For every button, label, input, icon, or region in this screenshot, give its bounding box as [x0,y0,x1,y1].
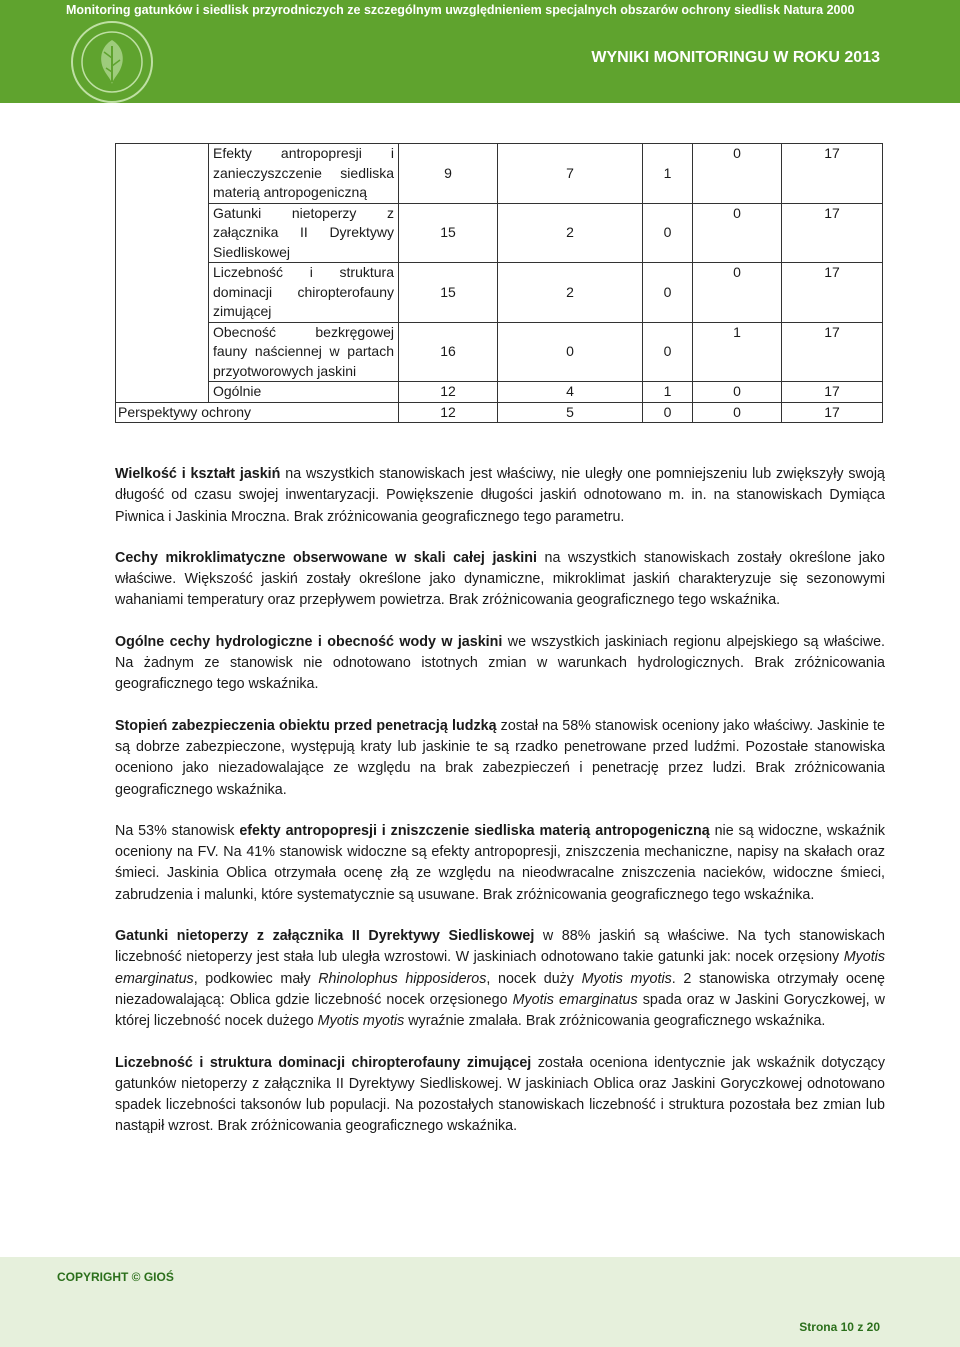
table-row-overall [116,382,883,403]
row-label: Obecność bezkręgowej fauny naściennej w partach przyotworowych jaskini [209,322,399,382]
row-label: Efekty antropopresji i zanieczyszczenie siedliska materią antropogeniczną [209,144,399,204]
header-title: Monitoring gatunków i siedlisk przyrodniczych ze szczególnym uwzględnieniem specjalnych obszarów ochrony siedlisk Natura 2000 [66,3,855,17]
paragraph: Stopień zabezpieczenia obiektu przed penetracją ludzką został na 58% stanowisk oceniony jako właściwy. Jaskinie te są dobrze zabezpieczone, występują kraty lub jaskinie te są rzadko penetrowane przed ludźmi. Pozostałe stanowiska oceniono jako niezadowalające ze względu na brak zabezpieczeń i penetrację przez ludzi. Brak zróżnicowania geograficznego wskaźnika. [115,717,885,798]
cell-value: 2 [498,203,643,263]
cell-value: 0 [643,402,693,423]
page-header [0,0,960,103]
copyright: COPYRIGHT © GIOŚ [57,1270,174,1284]
cell-value: 12 [399,382,498,403]
cell-value: 16 [399,322,498,382]
paragraph: Na 53% stanowisk efekty antropopresji i zniszczenie siedliska materią antropogeniczną nie są widoczne, wskaźnik oceniony na FV. Na 41% stanowisk widoczne są efekty antropopresji, zniszczenia mechaniczne, napisy na skałach oraz śmieci. Jaskinia Oblica otrzymała ocenę złą ze względu na nieodwracalne zniszczenia nacieków, widoczne śmieci, zabrudzenia i malunki, które systematycznie są usuwane. Brak zróżnicowania geograficznego tego wskaźnika. [115,822,885,903]
body-text [115,464,885,1138]
cell-value: 0 [693,382,782,403]
row-label: Perspektywy ochrony [116,402,399,423]
cell-value: 4 [498,382,643,403]
cell-value: 0 [643,203,693,263]
cell-value: 1 [643,382,693,403]
table-row [116,144,883,204]
cell-value: 0 [643,263,693,323]
cell-value: 17 [782,263,883,323]
row-label: Liczebność i struktura dominacji chiropterofauny zimującej [209,263,399,323]
cell-value: 17 [782,144,883,204]
cell-value: 0 [693,263,782,323]
table-row-perspectives [116,402,883,423]
cell-value: 1 [643,144,693,204]
paragraph: Wielkość i kształt jaskiń na wszystkich stanowiskach jest właściwy, nie uległy one pomniejszeniu lub zwiększyły swoją długość od czasu swojej inwentaryzacji. Powiększenie długości jaskiń odnotowano m. in. na stanowiskach Dymiąca Piwnica i Jaskinia Mroczna. Brak zróżnicowania geograficznego tego parametru. [115,466,885,525]
paragraph: Ogólne cechy hydrologiczne i obecność wody w jaskini we wszystkich jaskiniach regionu alpejskiego są właściwe. Na żadnym ze stanowisk nie odnotowano istotnych zmian w warunkach hydrologicznych. Brak zróżnicowania geograficznego tego wskaźnika. [115,633,885,693]
page-number: Strona 10 z 20 [799,1320,880,1334]
inspection-logo-icon [66,16,158,103]
table-row [116,203,883,263]
paragraph: Liczebność i struktura dominacji chiropterofauny zimującej została oceniona identycznie jak wskaźnik dotyczący gatunków nietoperzy z załącznika II Dyrektywy Siedliskowej. W jaskiniach Oblica oraz Jaskini Goryczkowej odnotowano spadek liczebności taksonów lub populacji. Na pozostałych stanowiskach liczebność i struktura pozostała bez zmian lub nastąpił wzrost. Brak zróżnicowania geograficznego wskaźnika. [115,1054,885,1135]
cell-value: 17 [782,382,883,403]
table-row [116,322,883,382]
cell-value: 17 [782,322,883,382]
row-label: Gatunki nietoperzy z załącznika II Dyrektywy Siedliskowej [209,203,399,263]
cell-value: 12 [399,402,498,423]
cell-value: 17 [782,203,883,263]
cell-value: 7 [498,144,643,204]
paragraph: Cechy mikroklimatyczne obserwowane w skali całej jaskini na wszystkich stanowiskach zostały określone jako właściwe. Większość jaskiń zostały określone jako dynamiczne, mikroklimat jaskiń charakteryzuje się sezonowymi wahaniami temperatury oraz przepływem powietrza. Brak zróżnicowania geograficznego tego wskaźnika. [115,549,885,609]
cell-value: 0 [498,322,643,382]
cell-value: 2 [498,263,643,323]
cell-value: 15 [399,263,498,323]
cell-value: 0 [693,402,782,423]
results-table [115,143,882,423]
cell-value: 9 [399,144,498,204]
empty-cell [116,382,209,403]
cell-value: 0 [643,322,693,382]
cell-value: 17 [782,402,883,423]
header-subtitle: WYNIKI MONITORINGU W ROKU 2013 [591,49,880,66]
cell-value: 1 [693,322,782,382]
cell-value: 15 [399,203,498,263]
row-label: Ogólnie [209,382,399,403]
cell-value: 0 [693,203,782,263]
cell-value: 0 [693,144,782,204]
cell-value: 5 [498,402,643,423]
table-row [116,263,883,323]
empty-cell [116,144,209,382]
paragraph: Gatunki nietoperzy z załącznika II Dyrektywy Siedliskowej w 88% jaskiń są właściwe. Na tych stanowiskach liczebność nietoperzy jest stała lub uległa wzrostowi. W jaskiniach odnotowano takie gatunki jak: nocek orzęsiony Myotis emarginatus, podkowiec mały Rhinolophus hipposideros, nocek duży Myotis myotis. 2 stanowiska otrzymały ocenę niezadowalającą: Oblica gdzie liczebność nocek orzęsionego Myotis emarginatus spada oraz w Jaskini Goryczkowej, w której liczebność nocek dużego Myotis myotis wyraźnie zmalała. Brak zróżnicowania geograficznego wskaźnika. [115,928,886,1030]
